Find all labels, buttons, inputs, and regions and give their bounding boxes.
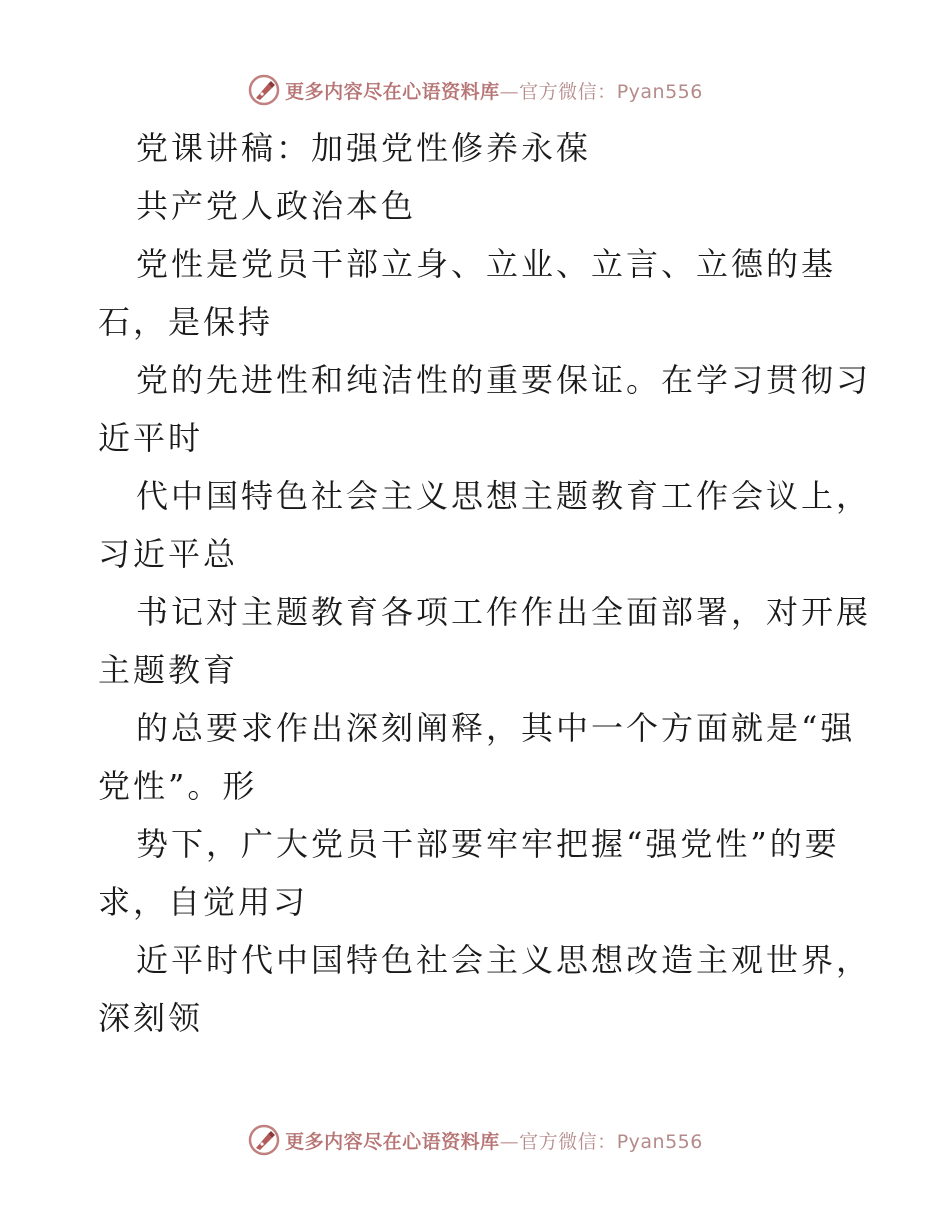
paragraph-line: 代中国特色社会主义思想主题教育工作会议上，	[136, 477, 872, 515]
watermark-wechat-id: Pyan556	[616, 1130, 703, 1153]
watermark-main-text: 更多内容尽在心语资料库	[285, 80, 500, 103]
footer-watermark	[0, 1120, 950, 1160]
paragraph-line: 党的先进性和纯洁性的重要保证。在学习贯彻习	[136, 361, 872, 399]
watermark-main-text: 更多内容尽在心语资料库	[285, 1130, 500, 1153]
paragraph-line: 近平时	[98, 419, 204, 457]
paragraph-line: 习近平总	[98, 535, 239, 573]
title-line-2: 共产党人政治本色	[136, 187, 417, 225]
pen-nib-logo-icon	[247, 1123, 281, 1157]
paragraph-line: 书记对主题教育各项工作作出全面部署，对开展	[136, 593, 872, 631]
watermark-official-text: 官方微信：	[519, 80, 617, 103]
paragraph-line: 石，是保持	[98, 303, 274, 341]
watermark-dash: —	[499, 1130, 520, 1153]
watermark-text	[285, 1127, 703, 1154]
paragraph-line: 深刻领	[98, 999, 204, 1037]
header-watermark	[0, 70, 950, 110]
watermark-wechat-id: Pyan556	[616, 80, 703, 103]
paragraph-line: 党性”。形	[98, 767, 258, 805]
paragraph-line: 党性是党员干部立身、立业、立言、立德的基	[136, 245, 837, 283]
watermark-text	[285, 77, 703, 104]
watermark-official-text: 官方微信：	[519, 1130, 617, 1153]
paragraph-line: 的总要求作出深刻阐释，其中一个方面就是“强	[136, 709, 856, 747]
paragraph-line: 近平时代中国特色社会主义思想改造主观世界，	[136, 941, 872, 979]
paragraph-line: 求，自觉用习	[98, 883, 309, 921]
watermark-dash: —	[499, 80, 520, 103]
pen-nib-logo-icon	[247, 73, 281, 107]
paragraph-line: 主题教育	[98, 651, 239, 689]
title-line-1: 党课讲稿：加强党性修养永葆	[136, 129, 592, 167]
paragraph-line: 势下，广大党员干部要牢牢把握“强党性”的要	[136, 825, 840, 863]
